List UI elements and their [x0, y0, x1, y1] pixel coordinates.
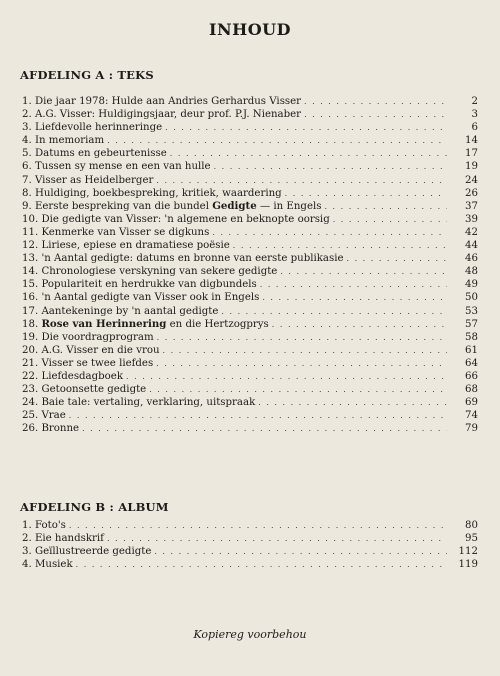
dot-leader	[272, 318, 447, 331]
dot-leader	[76, 558, 447, 571]
toc-page-number: 24	[465, 174, 478, 186]
toc-entry-title-part: — in Engels	[256, 200, 322, 212]
toc-page-number: 17	[465, 148, 478, 160]
toc-entry-title: 8. Huldiging, boekbespreking, kritiek, waardering	[22, 187, 282, 199]
dot-leader	[233, 239, 447, 252]
toc-entry	[22, 226, 478, 239]
toc-entry	[22, 344, 478, 357]
toc-page-number: 66	[465, 370, 478, 382]
dot-leader	[107, 532, 447, 545]
toc-page-number: 57	[465, 318, 478, 330]
copyright-notice: Kopiereg voorbehou	[193, 628, 307, 641]
dot-leader	[304, 95, 447, 108]
dot-leader	[165, 121, 447, 134]
toc-page-number: 61	[465, 344, 478, 356]
toc-entry-title	[22, 200, 321, 213]
toc-entry-title: 19. Die voordragprogram	[22, 331, 154, 343]
section-a-heading: AFDELING A : TEKS	[20, 68, 154, 82]
toc-page-number: 112	[458, 546, 478, 558]
toc-entry	[22, 532, 478, 545]
toc-entry-title: 1. Die jaar 1978: Hulde aan Andries Gerhardus Visser	[22, 96, 302, 107]
toc-entry-title: 4. Musiek	[22, 559, 73, 571]
toc-page-number: 119	[458, 559, 478, 571]
toc-entry	[22, 147, 478, 160]
toc-page-number: 80	[465, 520, 478, 531]
dot-leader	[212, 226, 447, 239]
dot-leader	[126, 370, 447, 383]
toc-entry-title: 10. Die gedigte van Visser: 'n algemene en beknopte oorsig	[22, 213, 330, 225]
toc-entry	[22, 134, 478, 147]
toc-page-number: 3	[471, 109, 478, 121]
dot-leader	[285, 187, 447, 200]
toc-entry-title: 5. Datums en gebeurtenisse	[22, 148, 167, 160]
toc-entry-title-part: 18.	[22, 318, 42, 330]
dot-leader	[214, 160, 447, 173]
dot-leader	[258, 396, 447, 409]
toc-entry-title: 6. Tussen sy mense en een van hulle	[22, 161, 211, 173]
toc-entry-title: 14. Chronologiese verskyning van sekere gedigte	[22, 266, 278, 278]
toc-page-number: 14	[465, 135, 478, 147]
toc-page-number: 74	[465, 410, 478, 422]
toc-entry	[22, 187, 478, 200]
toc-entry	[22, 200, 478, 213]
dot-leader	[82, 422, 447, 435]
toc-page-number: 46	[465, 253, 478, 265]
dot-leader	[149, 383, 447, 396]
toc-entry	[22, 519, 478, 532]
toc-page-number: 39	[465, 213, 478, 225]
toc-entry	[22, 95, 478, 108]
toc-page-number: 42	[465, 226, 478, 238]
toc-page-number: 6	[471, 122, 478, 134]
toc-entry-title: 15. Populariteit en herdrukke van digbundels	[22, 279, 257, 291]
dot-leader	[280, 265, 447, 278]
dot-leader	[170, 147, 447, 160]
toc-page-number: 37	[465, 200, 478, 212]
dot-leader	[262, 291, 447, 304]
toc-entry	[22, 305, 478, 318]
toc-page-number: 26	[465, 187, 478, 199]
toc-entry-title: 12. Liriese, epiese en dramatiese poësie	[22, 240, 230, 252]
toc-entry	[22, 108, 478, 121]
toc-page-number: 2	[471, 96, 478, 107]
toc-entry-title: 24. Baie tale: vertaling, verklaring, uitspraak	[22, 397, 256, 409]
toc-entry	[22, 396, 478, 409]
toc-page-number: 95	[465, 533, 478, 545]
toc-entry	[22, 545, 478, 558]
toc-entry	[22, 318, 478, 331]
toc-entry	[22, 291, 478, 304]
toc-entry-title	[22, 318, 269, 331]
dot-leader	[156, 357, 447, 370]
toc-entry-title: 20. A.G. Visser en die vrou	[22, 344, 160, 356]
toc-entry	[22, 422, 478, 435]
toc-entry	[22, 265, 478, 278]
toc-entry	[22, 383, 478, 396]
dot-leader	[154, 545, 447, 558]
toc-entry	[22, 331, 478, 344]
dot-leader	[304, 108, 447, 121]
toc-entry-title: 7. Visser as Heidelberger	[22, 174, 154, 186]
toc-entry	[22, 160, 478, 173]
toc-page-number: 48	[465, 266, 478, 278]
toc-entry	[22, 213, 478, 226]
toc-entry-bold-title: Gedigte	[212, 199, 257, 212]
section-a-toc	[22, 95, 478, 435]
toc-entry-title: 3. Geïllustreerde gedigte	[22, 546, 152, 558]
toc-entry	[22, 239, 478, 252]
section-b-heading: AFDELING B : ALBUM	[20, 500, 169, 514]
toc-entry-title: 22. Liefdesdagboek	[22, 370, 124, 382]
toc-entry-bold-title: Rose van Herinnering	[41, 317, 167, 330]
toc-page-number: 68	[465, 384, 478, 396]
dot-leader	[260, 278, 447, 291]
toc-entry-title: 23. Getoonsette gedigte	[22, 384, 147, 396]
dot-leader	[221, 305, 447, 318]
toc-entry-title: 13. 'n Aantal gedigte: datums en bronne van eerste publikasie	[22, 253, 344, 265]
toc-entry-title: 4. In memoriam	[22, 135, 105, 147]
toc-entry-title: 26. Bronne	[22, 423, 80, 435]
toc-entry-title: 16. 'n Aantal gedigte van Visser ook in Engels	[22, 292, 260, 304]
toc-entry	[22, 409, 478, 422]
toc-entry	[22, 370, 478, 383]
dot-leader	[69, 519, 447, 532]
toc-page-number: 49	[465, 279, 478, 291]
dot-leader	[157, 331, 447, 344]
toc-page-number: 19	[465, 161, 478, 173]
toc-entry-title: 2. A.G. Visser: Huldigingsjaar, deur prof. P.J. Nienaber	[22, 109, 302, 121]
toc-entry-title: 17. Aantekeninge by 'n aantal gedigte	[22, 305, 219, 317]
dot-leader	[69, 409, 447, 422]
toc-entry-title: 21. Visser se twee liefdes	[22, 357, 154, 369]
toc-page-number: 44	[465, 240, 478, 252]
toc-page-number: 64	[465, 357, 478, 369]
toc-page-number: 53	[465, 305, 478, 317]
toc-entry-title: 3. Liefdevolle herinneringe	[22, 122, 163, 134]
toc-entry	[22, 558, 478, 571]
toc-entry	[22, 357, 478, 370]
toc-entry	[22, 174, 478, 187]
toc-entry	[22, 252, 478, 265]
toc-entry	[22, 278, 478, 291]
toc-entry	[22, 121, 478, 134]
dot-leader	[347, 252, 448, 265]
toc-entry-title-part: 9. Eerste bespreking van die bundel	[22, 200, 213, 212]
toc-entry-title: 1. Foto's	[22, 520, 66, 531]
dot-leader	[156, 174, 447, 187]
toc-entry-title: 25. Vrae	[22, 410, 66, 422]
dot-leader	[163, 344, 447, 357]
toc-page-number: 50	[465, 292, 478, 304]
toc-entry-title: 2. Eie handskrif	[22, 533, 104, 545]
dot-leader	[324, 200, 447, 213]
dot-leader	[333, 213, 447, 226]
toc-entry-title: 11. Kenmerke van Visser se digkuns	[22, 226, 210, 238]
section-b-toc	[22, 519, 478, 571]
dot-leader	[107, 134, 447, 147]
toc-page-number: 58	[465, 331, 478, 343]
toc-entry-title-part: en die Hertzogprys	[166, 318, 269, 330]
toc-page-number: 69	[465, 397, 478, 409]
toc-page-number: 79	[465, 423, 478, 435]
page-title: INHOUD	[209, 20, 291, 39]
